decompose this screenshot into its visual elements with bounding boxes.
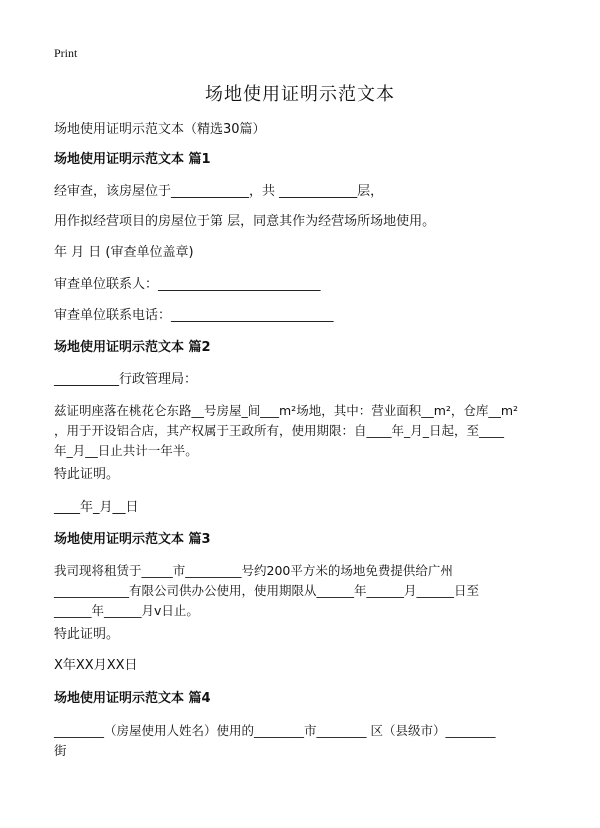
section-1-line-4: 审查单位联系人：_________________________ [54,277,321,292]
section-1-line-3: 年 月 日 (审查单位盖章) [54,245,194,260]
section-3-paragraph: 我司现将租赁于_____市_________号约200平方米的场地免费提供给广州 ____________有限公司供办公使用，使用期限从______年______月______日至 ______年______月v日止。 [54,563,480,618]
section-4-heading: 场地使用证明示范文本 篇4 [54,691,211,706]
section-3-line-2: 特此证明。 [54,627,120,642]
section-2-heading: 场地使用证明示范文本 篇2 [54,340,211,355]
print-label: Print [54,46,78,60]
section-2-paragraph: 兹证明座落在桃花仑东路__号房屋_间___m²场地，其中：营业面积__m²，仓库__m² ，用于开设铝合店，其产权属于王政所有，使用期限：自____年_月_日起，至____ 年_月__日止共计一年半。 [54,403,519,458]
section-2-line-1: __________行政管理局： [54,372,198,387]
section-3-heading: 场地使用证明示范文本 篇3 [54,532,211,547]
section-1-heading: 场地使用证明示范文本 篇1 [54,152,211,167]
document-title: 场地使用证明示范文本 [205,84,395,105]
section-1-line-1: 经审查，该房屋位于____________，共 ____________层， [54,184,384,199]
section-3-line-3: X年XX月XX日 [54,658,138,673]
section-1-line-2: 用作拟经营项目的房屋位于第 层，同意其作为经营场所场地使用。 [54,214,436,229]
section-1-line-5: 审查单位联系电话：_________________________ [54,308,334,323]
intro-line: 场地使用证明示范文本（精选30篇） [54,122,266,137]
section-4-paragraph: ________（房屋使用人姓名）使用的________市________ 区（县级市）________ 街 [54,723,496,758]
section-2-line-4: ____年_月__日 [54,500,139,515]
section-2-line-3: 特此证明。 [54,467,120,482]
